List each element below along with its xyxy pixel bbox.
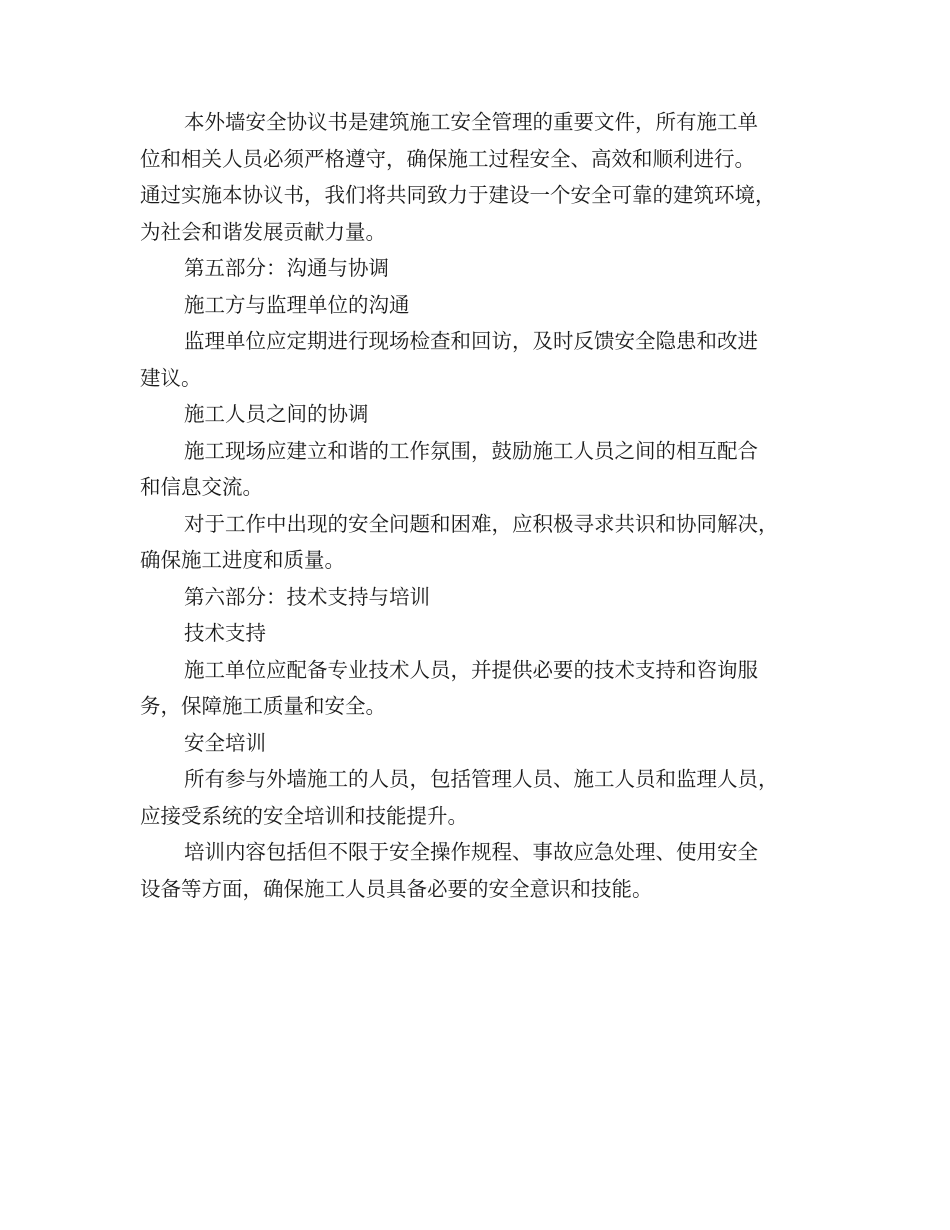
subsection-heading: 安全培训	[184, 730, 266, 755]
text-line: 对于工作中出现的安全问题和困难，应积极寻求共识和协同解决，	[184, 511, 779, 536]
text-line: 位和相关人员必须严格遵守，确保施工过程安全、高效和顺利进行。	[140, 146, 755, 171]
text-line: 施工单位应配备专业技术人员，并提供必要的技术支持和咨询服	[184, 657, 758, 682]
subsection-heading: 施工方与监理单位的沟通	[184, 292, 410, 317]
text-line: 为社会和谐发展贡献力量。	[140, 219, 386, 244]
text-line: 施工现场应建立和谐的工作氛围，鼓励施工人员之间的相互配合	[184, 438, 758, 463]
subsection-heading: 技术支持	[184, 621, 266, 645]
section-heading: 第六部分：技术支持与培训	[184, 584, 430, 609]
text-line: 监理单位应定期进行现场检查和回访，及时反馈安全隐患和改进	[184, 329, 758, 353]
document-body	[140, 104, 840, 907]
text-line: 应接受系统的安全培训和技能提升。	[140, 803, 468, 828]
subsection-heading: 施工人员之间的协调	[184, 402, 369, 426]
text-line: 务，保障施工质量和安全。	[140, 694, 386, 718]
text-line: 所有参与外墙施工的人员，包括管理人员、施工人员和监理人员，	[184, 767, 779, 791]
text-line: 建议。	[140, 365, 202, 390]
text-line: 和信息交流。	[140, 475, 263, 499]
text-line: 确保施工进度和质量。	[140, 548, 345, 572]
section-heading: 第五部分：沟通与协调	[184, 256, 389, 280]
text-line: 培训内容包括但不限于安全操作规程、事故应急处理、使用安全	[184, 840, 758, 864]
text-line: 设备等方面，确保施工人员具备必要的安全意识和技能。	[140, 876, 653, 901]
text-line: 本外墙安全协议书是建筑施工安全管理的重要文件，所有施工单	[184, 110, 758, 134]
text-line: 通过实施本协议书，我们将共同致力于建设一个安全可靠的建筑环境，	[140, 183, 776, 207]
